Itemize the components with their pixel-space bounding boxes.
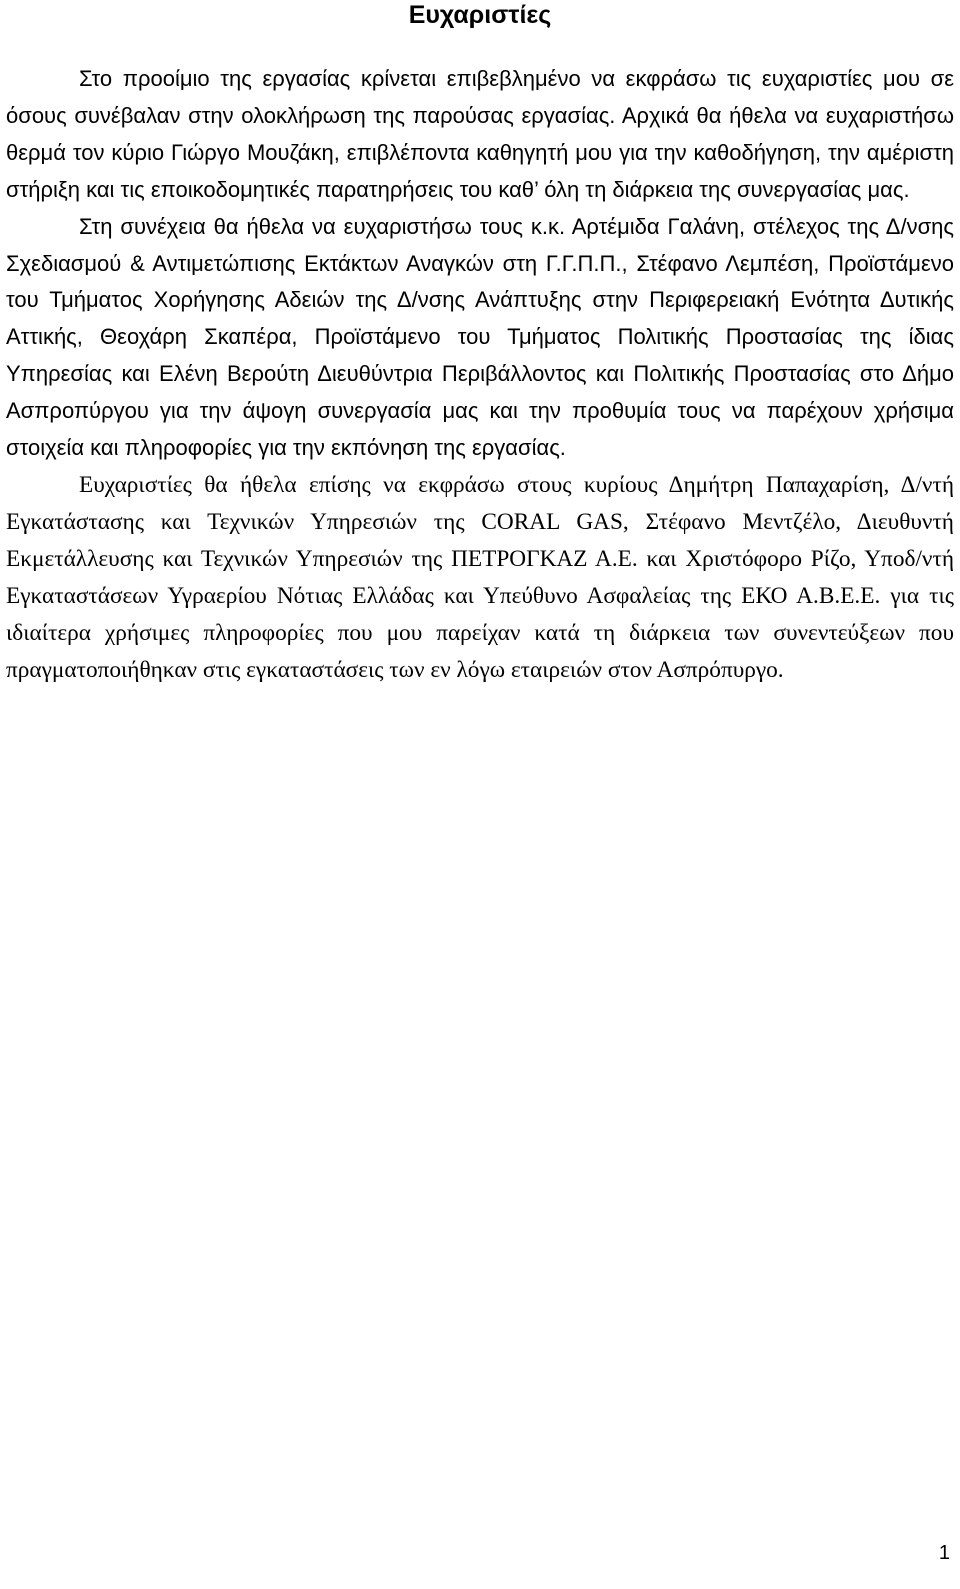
paragraph-acknowledgements-companies: Ευχαριστίες θα ήθελα επίσης να εκφράσω στους κυρίους Δημήτρη Παπαχαρίση, Δ/ντή Εγκατάστασης και Τεχνικών Υπηρεσιών της CORAL GAS, Στέφανο Μεντζέλο, Διευθυντή Εκμετάλλευσης και Τεχνικών Υπηρεσιών της ΠΕΤΡΟΓΚΑΖ Α.Ε. και Χριστόφορο Ρίζο, Υποδ/ντή Εγκαταστάσεων Υγραερίου Νότιας Ελλάδας και Υπεύθυνο Ασφαλείας της ΕΚΟ Α.Β.Ε.Ε. για τις ιδιαίτερα χρήσιμες πληροφορίες που μου παρείχαν κατά τη διάρκεια των συνεντεύξεων που πραγματοποιήθηκαν στις εγκαταστάσεις των εν λόγω εταιρειών στον Ασπρόπυργο. <box>6 471 954 683</box>
page-title: Ευχαριστίες <box>408 1 552 29</box>
page-number: 1 <box>938 1542 950 1564</box>
paragraph-intro: Στο προοίμιο της εργασίας κρίνεται επιβεβλημένο να εκφράσω τις ευχαριστίες μου σε όσους συνέβαλαν στην ολοκλήρωση της παρούσας εργασίας. Αρχικά θα ήθελα να ευχαριστήσω θερμά τον κύριο Γιώργο Μουζάκη, επιβλέποντα καθηγητή μου για την καθοδήγηση, την αμέριστη στήριξη και τις εποικοδομητικές παρατηρήσεις του καθ’ όλη τη διάρκεια της συνεργασίας μας. <box>6 66 954 202</box>
document-body <box>6 61 954 688</box>
paragraph-acknowledgements-officials: Στη συνέχεια θα ήθελα να ευχαριστήσω τους κ.κ. Αρτέμιδα Γαλάνη, στέλεχος της Δ/νσης Σχεδιασμού & Αντιμετώπισης Εκτάκτων Αναγκών στη Γ.Γ.Π.Π., Στέφανο Λεμπέση, Προϊστάμενο του Τμήματος Χορήγησης Αδειών της Δ/νσης Ανάπτυξης στην Περιφερειακή Ενότητα Δυτικής Αττικής, Θεοχάρη Σκαπέρα, Προϊστάμενο του Τμήματος Πολιτικής Προστασίας της ίδιας Υπηρεσίας και Ελένη Βερούτη Διευθύντρια Περιβάλλοντος και Πολιτικής Προστασίας στο Δήμο Ασπροπύργου για την άψογη συνεργασία μας και την προθυμία τους να παρέχουν χρήσιμα στοιχεία και πληροφορίες για την εκπόνηση της εργασίας. <box>6 213 954 461</box>
